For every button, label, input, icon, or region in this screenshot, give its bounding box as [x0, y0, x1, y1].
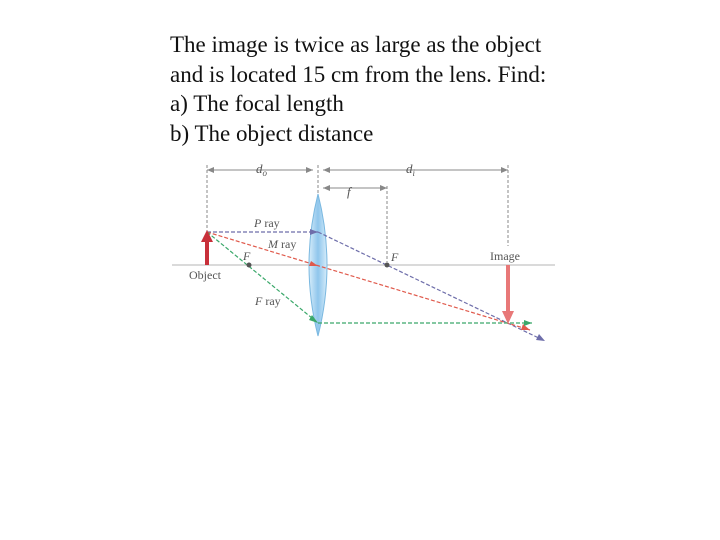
do-label: $d_o$: [256, 161, 267, 178]
question-a: a) The focal length: [170, 91, 344, 116]
f-dimension-label: f: [347, 184, 351, 199]
question-b: b) The object distance: [170, 120, 374, 146]
dimension-lines: [207, 165, 508, 262]
image-arrow: [502, 265, 514, 324]
p-ray: [207, 229, 545, 341]
f-ray-end-arrowhead: [524, 320, 532, 326]
p-ray-label: P ray: [254, 216, 280, 230]
focal-point-left: [247, 263, 252, 268]
problem-line-1: The image is twice as large as the object: [170, 32, 542, 57]
focal-point-right-label: F: [391, 250, 399, 264]
object-arrow: [201, 230, 213, 265]
focal-point-left-label: F: [243, 249, 251, 263]
problem-line-2: and is located 15 cm from the lens. Find:: [170, 61, 547, 87]
object-label: Object: [189, 268, 221, 282]
m-ray-label: M ray: [268, 237, 297, 251]
focal-point-right: [385, 263, 390, 268]
image-label: Image: [490, 249, 520, 263]
m-ray: [207, 232, 530, 330]
f-ray-label: F ray: [255, 294, 281, 308]
dimension-arrowheads: [207, 167, 508, 191]
p-ray-end-arrowhead: [536, 334, 545, 341]
di-label: $d_i$: [406, 161, 416, 178]
